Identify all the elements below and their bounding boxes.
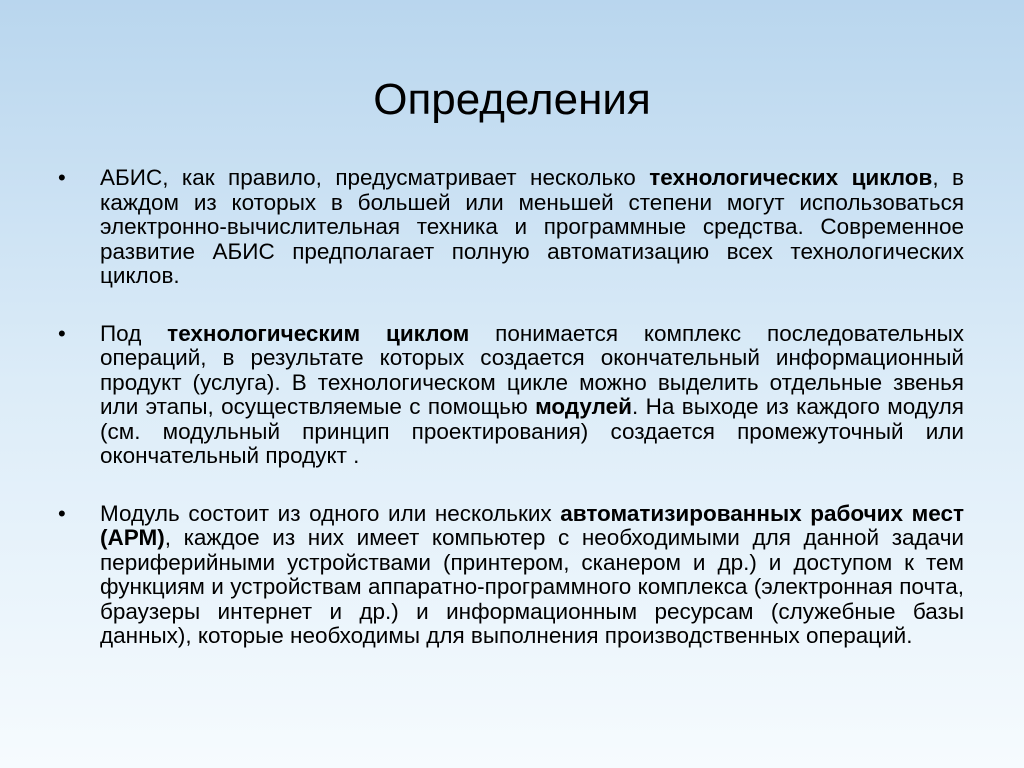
bullet-text [100,322,964,469]
bullet-term: технологических циклов [649,165,933,190]
bullet-icon: • [58,320,66,346]
bullet-segment: Модуль состоит из одного или нескольких [100,500,561,526]
bullet-term: модулей [535,394,632,419]
bullet-segment: понимается комплекс последовательных операций, в результате которых создается окончательный информационный продукт (услуга). В технологическом цикле можно выделить отдельные звенья или этапы, осуществляемые с помощью [100,320,964,419]
bullet-item [58,322,964,469]
slide-title: Определения [373,75,651,124]
bullet-segment: , в каждом из которых в большей или меньшей степени могут использоваться электронно-вычислительная техника и программные средства. Современное развитие АБИС предполагает полную автоматизацию всех технологических циклов. [100,165,965,288]
bullet-text [100,166,964,289]
bullet-term: автоматизированных рабочих мест (АРМ) [100,500,964,550]
bullet-segment: , каждое из них имеет компьютер с необходимыми для данной задачи периферийными устройствами (принтером, сканером и др.) и доступом к тем функциям и устройствам аппаратно-программного комплекса (электронная почта, браузеры интернет и др.) и информационным ресурсам (служебные базы данных), которые необходимы для выполнения производственных операций. [100,525,964,648]
bullet-term: технологическим циклом [167,320,470,346]
bullet-segment: Под [100,320,168,346]
bullet-item [58,502,964,649]
bullet-list [58,166,964,682]
bullet-icon: • [58,165,66,190]
bullet-item [58,166,964,289]
bullet-segment: . На выходе из каждого модуля (см. модульный принцип проектирования) создается промежуточный или окончательный продукт . [100,394,964,468]
bullet-icon: • [58,500,66,526]
bullet-segment: АБИС, как правило, предусматривает несколько [100,165,650,190]
bullet-text [100,502,964,649]
